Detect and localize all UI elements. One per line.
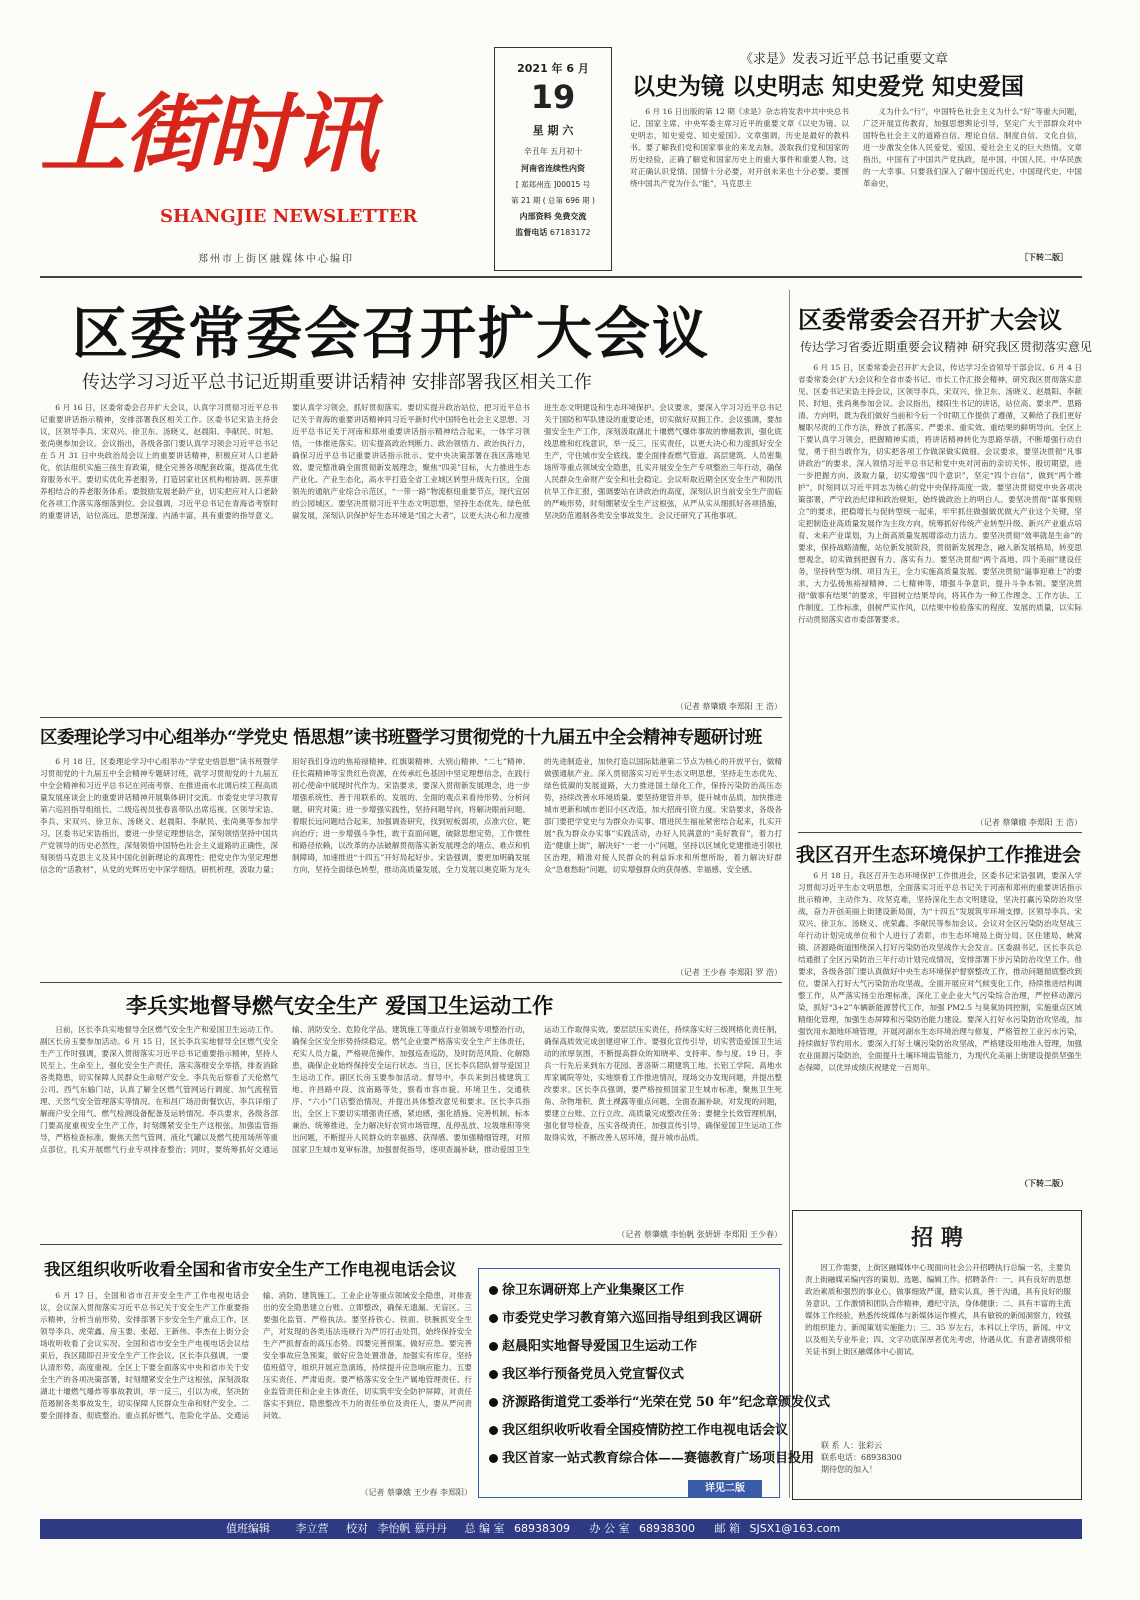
- right-story-subtitle: 传达学习省委近期重要会议精神 研究我区贯彻落实意见: [800, 340, 1092, 354]
- footer-office-label: 总 编 室: [464, 1522, 505, 1535]
- bullet-icon: [489, 1342, 498, 1351]
- tv-story-body: 6 月 17 日，全国和省市召开安全生产工作电视电话会议，会议深入贯彻落实习近平总书记关于安全生产工作重要指示精神，分析当前形势，安排部署下步安全生产重点工作。区领导李兵、虎荣鑫、房玉要、张超、王新伟、李杰在上街分会场收听收看了会议实况。全国和省市安全生产电视电话会议结束后，我区随即召开安全生产工作会议。区长李兵强调，一要认清形势、高度重视。全区上下要全面落实中央和省市关于安全生产的各项决策部署，时刻绷紧安全生产这根弦，深刻汲取湖北十堰燃气爆炸等事故教训，举一反三，引以为戒，坚决防范遏制各类事故发生，切实保障人民群众生命和财产安全。二要全面排查、彻底整治。重点抓好燃气、危险化学品、交通运输、消防、建筑施工、工业企业等重点领域安全隐患，对排查出的安全隐患建立台账、立即整改，确保无遗漏、无盲区。三要强化监管、严格执法。要坚持铁心、铁面、铁腕抓安全生产，对发现的各类违法违规行为严厉打击处罚，始终保持安全生产严抓督查的高压态势。四要完善预案、做好应急。要完善安全事故应急预案，做好应急处置准备，加强实有库存，坚持值班值守，组织开展应急演练，持续提升应急响应能力。五要压实责任、严肃追责。要严格落实安全生产属地管理责任、行业监管责任和企业主体责任，切实筑牢安全防护屏障，对责任落实不到位、隐患整改不力的责任单位及责任人，要从严问责问效。: [40, 1291, 472, 1420]
- date-weekday: 星 期 六: [532, 124, 574, 137]
- safety-rule: [40, 1244, 782, 1245]
- footer-bar: [40, 1519, 1082, 1539]
- tv-story-title: 我区组织收听收看全国和省市安全生产工作电视电话会议: [44, 1260, 457, 1279]
- masthead-english: SHANGJIE NEWSLETTER: [160, 206, 418, 227]
- safety-story-byline: （记者 蔡肇娥 李怡帆 张妍妍 李郑阳 王少春）: [617, 1230, 782, 1239]
- news-index-item-label: 徐卫东调研郑上产业集聚区工作: [502, 1283, 685, 1298]
- news-index-item-label: 我区首家一站式教育综合体——赛德教育广场项目投用: [502, 1451, 815, 1466]
- date-reg: [ 郑郑州连 ]00015 号: [515, 180, 591, 189]
- news-index-item[interactable]: [489, 1361, 779, 1389]
- date-phone: 监督电话 67183172: [515, 228, 591, 237]
- eco-story-more: （下转二版）: [1020, 1178, 1068, 1188]
- lead-rule: [40, 717, 782, 718]
- news-index-item[interactable]: [489, 1333, 779, 1361]
- top-story-kicker: 《求是》发表习近平总书记重要文章: [740, 52, 949, 67]
- footer-mail-label: 邮 箱: [714, 1522, 740, 1535]
- recruit-title: 招 聘: [911, 1225, 963, 1251]
- top-story-body: 6 月 16 日出版的第 12 期《求是》杂志将发表中共中央总书记、国家主席、中央军委主席习近平的重要文章《以史为镜、以史明志，知史爱党、知史爱国》。文章强调，历史是最好的教科书。要了解我们党和国家事业的来龙去脉，汲取我们党和国家的历史经验，正确了解党和国家历史上的重大事件和重要人物。这对正确认识党情、国情十分必要，对开创未来也十分必要。要围绕中国共产党为什么“能”，马克思主 义为什么“行”，中国特色社会主义为什么“好”等重大问题，广泛开展宣传教育，加强思想舆论引导，坚定广大干部群众对中国特色社会主义的道路自信、理论自信、制度自信、文化自信，进一步激发全体人民爱党、爱国、爱社会主义的巨大热情。文章指出，中国有了中国共产党执政，是中国、中国人民、中华民族的一大幸事。只要我们深入了解中国近代史、中国现代史、中国革命史，: [630, 107, 1082, 188]
- news-index-box: [478, 1268, 831, 1498]
- study-story-body: 6 月 18 日，区委理论学习中心组举办“学党史悟思想”读书班暨学习贯彻党的十九届五中全会精神专题研讨班，就学习贯彻党的十九届五中全会精神和习近平总书记在河南考察、在推进南水北调后续工程高质量发展座谈会上的重要讲话精神开展集体研讨交流。市委党史学习教育第六巡回指导组组长、二级巡视员张春喜带队出席巡视。区领导宋诰、李兵、宋双兴、徐卫东、汤晓义、赵晨阳、李献民、张尚奥等参加学习。区委书记宋诰指出，要进一步坚定理想信念，深刻领悟坚持中国共产党领导的历史必然性，深刻领悟中国特色社会主义道路的正确性，深刻领悟马克思主义及其中国化创新理论的真理性；把党史作为坚定理想信念的“活教材”，从党的光辉历史中深学细悟，研机析理，汲取力量；用好我们身边的焦裕禄精神、红旗渠精神、大别山精神、“二七”精神、任长霞精神等宝贵红色资源，在传承红色基因中坚定理想信念，在践行初心使命中展现时代作为。宋诰要求，要深入贯彻新发展理念，进一步增强系统性、善于用联系的、发展的、全面的观点来看待形势、分析问题、研究对策；进一步增强实践性，坚持问题导向，将解决眼前问题、着眼长远问题结合起来，加强调查研究，找到短板弱项，点准穴位、靶向治疗；进一步增强斗争性，敢于直面问题，破除思想定势，工作惯性和路径依赖，以改革的办法破解贯彻落实新发展理念的堵点、难点和机制障碍，加速推进“十四五”开好局起好步。宋诰强调，要更加明确发展方向，坚持全面绿色转型，推动高质量发展，全力发展以奥克斯为龙头的先进制造业，加快打造以国际陆港第二节点为核心的开放平台，做精做强通航产业。深入贯彻落实习近平生态文明思想，坚持走生态优先、绿色低碳的发展道路，大力推进国土绿化工作，保持污染防治高压态势，持续改善水环境质量。要坚持建管并举，提升城市品质，加快推进城市更新和城市老旧小区改造，加大招商引资力度。宋诰要求，各级各部门要把学党史与为群众办实事、增进民生福祉紧密结合起来，扎实开展“我为群众办实事”实践活动，办好人民满意的“美好教育”，着力打造“健康上街”，解决好“一老一小”问题，坚持以区域化党建推进引领社区治理，精准对接人民群众的利益诉求和所想所盼，着力解决好群众“急难愁盼”问题，切实增强群众的获得感、幸福感、安全感。: [40, 757, 782, 874]
- safety-story-body: 日前，区长李兵实地督导全区燃气安全生产和爱国卫生运动工作。副区长房玉要参加活动。6 月 15 日，区长李兵实地督导全区燃气安全生产工作时强调，要深入贯彻落实习近平总书记重要指示精神，坚持人民至上、生命至上，强化安全生产责任，落实落细安全举措，排查消除各类隐患，切实保障人民群众生命财产安全。李兵先后察看了天伦燃气公司、西气东输门站，认真了解全区燃气管网运行调度、加气流程管理、天然气安全管理落实等情况。在和昌广场沿街餐饮店，李兵详细了解商户安全用气、燃气检测设备配备及运转情况。李兵要求，各级各部门要高度重视安全生产工作，时刻绷紧安全生产这根弦，加强监管指导，严格检查标准，聚焦天然气管网、液化气罐以及燃气使用场所等重点部位，扎实开展燃气行业专项排查整治；同时，要统筹抓好交通运输、消防安全、危险化学品、建筑施工等重点行业领域专项整治行动，确保全区安全形势持续稳定。燃气企业要严格落实安全生产主体责任，充实人员力量，严格规范操作，加强巡查巡防，及时防范风险、化解隐患，确保企业始终保持安全运行状态。当日，区长李兵陪队督导爱国卫生运动工作。副区长房玉要参加活动。督导中，李兵来到吕楼建筑工地、许昌路中段、汝南路等处，察看市容市貌、环境卫生、交通秩序、“六小”门店整治情况，并提出具体整改意见和要求。区长李兵指出，全区上下要切实增强责任感，紧迫感，强化措施、完善机制、标本兼治、统筹推进，全力解决好农贸市场管理、乱停乱放、垃圾堆积等突出问题，不断提升人民群众的幸福感、获得感。要加强精细管理，对照国家卫生城市复审标准，加强督促指导，逐项查漏补缺，推动爱国卫生运动工作取得实效。要层层压实责任，持续落实好三级网格化责任制，确保高质效完成创建迎审工作。要强化宣传引导，切实营造爱国卫生运动的浓厚氛围，不断提高群众的知晓率、支持率、参与度。19 日，李兵一行先后来到东方花园、普洛斯二期建筑工地、长铝工学院、高地水库家属院等处，实地察看工作推进情况，现场交办发现问题，并提出整改要求。区长李兵强调，要严格按照国家卫生城市标准，聚焦卫生死角、杂物堆积、黄土裸露等重点问题，全面查漏补缺，对发现的问题，要建立台账、立行立改、高质量完成整改任务；要健全长效管理机制，强化督导检查，压实各级责任，加强宣传引导，确保爱国卫生运动工作取得实效，不断改善人居环境，提升城市品质。: [40, 1025, 782, 1154]
- bullet-icon: [489, 1398, 498, 1407]
- publisher-line: 郑州市上街区融媒体中心编印: [198, 254, 354, 265]
- footer-mail[interactable]: SJSX1@163.com: [749, 1522, 841, 1535]
- bullet-icon: [489, 1370, 498, 1379]
- masthead-logo: 上街时讯: [40, 84, 376, 185]
- recruit-body: 因工作需要，上街区融媒体中心现面向社会公开招聘执行总编一名，主要负责上街融媒采编内容的策划、选题、编辑工作。招聘条件：一、具有良好的思想政治素质和强烈的事业心，做事细致严谨，踏实认真，善于沟通，具有良好的服务意识、工作激情和团队合作精神，遵纪守法，身体健康；二、具有丰富的主流媒体工作经验，熟悉传统媒体与新媒体运作模式，具有敏锐的新闻洞察力，较强的组织能力、新闻策划实施能力；三、35 岁左右，本科以上学历，新闻、中文以及相关专业毕业；四、文字功底深厚者优先考虑，待遇从优。有意者请携带相关证书到上街区融媒体中心面试。: [805, 1263, 1071, 1356]
- footer-duty-editor: 李立营: [295, 1522, 329, 1535]
- date-box: [494, 47, 612, 271]
- bullet-icon: [489, 1314, 498, 1323]
- date-day: 19: [530, 78, 576, 116]
- date-lunar: 辛丑年 五月初十: [523, 147, 583, 156]
- right-story-body: 6 月 15 日，区委常委会召开扩大会议，传达学习全省领导干部会议、6 月 4 日省委常委会(扩大)会议和全省市委书记、市长工作汇报会精神，研究我区贯彻落实意见。区委书记宋诰主持会议，区领导李兵、宋双兴、徐卫东、汤晓义、赵晨阳、李献民、时旭、张尚奥参加会议。会议指出，楼阳生书记的讲话，站位高、要求严、思路清、方向明，既为我们做好当前和今后一个时期工作提供了遵循，又赖给了我们更好履职尽责的工作方法，释放了抓落实、严要求、重实效、重结果的鲜明导向。全区上下要认真学习领会，把握精神实质，将讲话精神转化为思路举措，不断增强行动自觉，勇于担当敢作为，切实把各项工作做深做实做细。会议要求，要坚决贯彻“凡事讲政治”的要求，深入领悟习近平总书记和党中央对河南的亲切关怀、殷切期望，进一步把握方向、汲取力量，切实增强“四个意识”，坚定“四个自信”，做到“两个维护”，时刻同以习近平同志为核心的党中央保持高度一致。要坚决贯彻党中央各项决策部署，严守政治纪律和政治规矩，始终做政治上的明白人。要坚决贯彻“谋事预则立”的要求，把稳增长与促转型统一起来，牢牢抓住做强做优做大产业这个关键，坚定把制造业高质量发展作为主攻方向，统筹抓好传统产业转型升级、新兴产业重点培育、未来产业谋划，为上街高质量发展增添动力活力。要坚决贯彻“效率就是生命”的要求，保持战略清醒，站位新发展阶段，贯彻新发展理念，融入新发展格局，转变思想观念，切实做到把握有力、落实有力。要坚决贯彻“两个高地、四个美丽”建设任务，坚持转型为纲、项目为王，全力实施高质量发展。要坚决贯彻“逼事迎难上”的要求，大力弘扬焦裕禄精神、二七精神等，增强斗争意识，提升斗争本领。要坚决贯彻“做事有结果”的要求，牢固树立结果导向，将其作为一种工作理念、工作方法、工作制度、工作标准，倡树严实作风，以结果中检验落实的程度、发展的质量，以实际行动贯彻落实省市委部署要求。: [798, 363, 1082, 624]
- news-index-item-label: 市委党史学习教育第六巡回指导组到我区调研: [502, 1311, 763, 1326]
- lead-story-title: 区委常委会召开扩大会议: [72, 302, 710, 367]
- date-license: 河南省连续性内资: [521, 164, 585, 173]
- date-exchange: 内部资料 免费交流: [519, 212, 587, 221]
- top-story-more: ［下转二版］: [1020, 252, 1068, 262]
- study-rule: [40, 982, 782, 983]
- study-story-byline: （记者 王少春 李郑阳 罗 浩）: [675, 968, 782, 977]
- right-story-byline: （记者 蔡肇娥 李郑阳 王 浩）: [975, 818, 1082, 827]
- masthead-rule: [40, 276, 1082, 278]
- news-index-item-label: 赵晨阳实地督导爱国卫生运动工作: [502, 1339, 698, 1354]
- news-index-item[interactable]: [489, 1277, 779, 1305]
- news-index-item[interactable]: [489, 1445, 815, 1473]
- news-index-item[interactable]: [489, 1389, 831, 1417]
- footer-admin-label: 办 公 室: [589, 1522, 630, 1535]
- column-divider: [789, 290, 790, 1498]
- lead-story-byline: （记者 蔡肇娥 李郑阳 王 浩）: [675, 702, 782, 711]
- footer-admin-phone: 68938300: [639, 1522, 695, 1535]
- footer-duty-editor-label: 值班编辑: [226, 1522, 270, 1535]
- news-index-list: [489, 1277, 831, 1473]
- study-story-title: 区委理论学习中心组举办“学党史 悟思想”读书班暨学习贯彻党的十九届五中全会精神专题研讨班: [40, 728, 762, 748]
- footer-office-phone: 68938309: [514, 1522, 570, 1535]
- top-story-title: 以史为镜 以史明志 知史爱党 知史爱国: [632, 73, 1025, 100]
- lead-story-subtitle: 传达学习习近平总书记近期重要讲话精神 安排部署我区相关工作: [82, 372, 592, 393]
- eco-story-title: 我区召开生态环境保护工作推进会: [796, 844, 1082, 866]
- footer-proof-label: 校对: [346, 1522, 368, 1535]
- news-index-item-label: 我区组织收听收看全国疫情防控工作电视电话会议: [502, 1423, 789, 1438]
- right-rule-1: [798, 832, 1082, 833]
- bullet-icon: [489, 1454, 498, 1463]
- recruit-contact: 联 系 人：张彩云 联系电话：68938300 期待您的加入！: [821, 1441, 902, 1474]
- news-index-item-label: 我区举行预备党员入党宣誓仪式: [502, 1367, 685, 1382]
- date-issue: 第 21 期 ( 总第 696 期 ): [511, 196, 595, 205]
- news-index-item[interactable]: [489, 1305, 779, 1333]
- news-index-more[interactable]: 详见二版: [688, 1480, 762, 1498]
- bullet-icon: [489, 1426, 498, 1435]
- bullet-icon: [489, 1286, 498, 1295]
- footer-proof: 李怡帆 慕丹丹: [377, 1522, 447, 1535]
- recruit-box: [792, 1210, 1082, 1500]
- safety-story-title: 李兵实地督导燃气安全生产 爱国卫生运动工作: [126, 993, 554, 1018]
- news-index-item-label: 济源路街道党工委举行“光荣在党 50 年”纪念章颁发仪式: [502, 1395, 831, 1410]
- eco-story-body: 6 月 18 日，我区召开生态环境保护工作推进会，区委书记宋诰强调，要深入学习贯彻习近平生态文明思想，全面落实习近平总书记关于河南和郑州的重要讲话指示批示精神，主动作为、攻坚克难，坚持深化生态文明建设，坚决打赢污染防治攻坚战，奋力开创美丽上街建设新局面，为“十四五”发展筑牢环境支撑。区领导李兵、宋双兴、徐卫东、汤晓义、虎荣鑫、李献民等参加会议。会议对全区污染防治攻坚战三年行动计划完成单位和个人进行了表彰，市生态环境局上街分局、区住建局、峡窝镇、济源路街道围绕深入打好污染防治攻坚战作大会发言。区委副书记、区长李兵总结通报了全区污染防治三年行动计划完成情况，安排部署下步污染防治攻坚工作。他要求，各级各部门要认真做好中央生态环境保护督察整改工作，推动问题彻底整改到位。要深入打好大气污染防治攻坚战，全面开展应对气候变化工作，持续推进结构调整工作，从严落实扬尘治理标准，深化工业企业大气污染综合治理，严控移动源污染，抓好“3+2”车辆新能源替代工作，加强 PM2.5 与臭氧协同控制，实施重点区域精细化管理，加强生态屏障和污染防治能力建设。要深入打好水污染防治攻坚战，加强饮用水源地环境管理，开展河湖水生态环境治理与修复，严格管控工业污水污染，持续做好节约用水。要深入打好土壤污染防治攻坚战，严格建设用地准入管理，加强农业面源污染防治，全面提升土壤环境监管能力，为现代化美丽上街建设提供坚强生态保障，以优异成绩庆祝建党一百周年。: [798, 871, 1082, 1072]
- tv-story-byline: （记者 蔡肇娥 王少春 李郑阳）: [360, 1488, 472, 1497]
- date-year-month: 2021 年 6 月: [517, 62, 589, 75]
- lead-story-body: 6 月 16 日，区委常委会召开扩大会议，认真学习贯彻习近平总书记重要讲话指示精神，安排部署我区相关工作。区委书记宋诰主持会议，区领导李兵、宋双兴、徐卫东、汤晓义、赵晨阳、李献民、时旭、张尚奥参加会议。会议指出，各级各部门要认真学习领会习近平总书记在 5 月 31 日中央政治局会议上的重要讲话精神，积极应对人口老龄化，依法组织实施三孩生育政策，健全完善各项配套政策，提高优生优育服务水平。要切实优化养老服务，打造居家社区机构相协调、医养康养相结合的养老服务体系。要鼓励发展老龄产业，切实把应对人口老龄化各项工作落实落细落到位。会议强调，习近平总书记在青海省考察时的重要讲话，站位高远、思想深邃、内涵丰富，具有重要的指导意义。要认真学习领会，抓好贯彻落实。要切实提升政治站位，把习近平总书记关于青海的重要讲话精神同习近平新时代中国特色社会主义思想、习近平总书记关于河南和郑州重要讲话指示精神结合起来，一体学习领悟，一体推进落实。切实提高政治判断力、政治领悟力、政治执行力，确保习近平总书记重要讲话指示批示、党中央决策部署在我区落地见效。要完整准确全面贯彻新发展理念，聚焦“四美”目标，大力推进生态产业化、产业生态化，高水平打造全省工业城区转型升级先行区，全面领先的通航产业综合示范区，“一带一路”物流枢纽重要节点，现代宜居的公园城区。要坚决贯彻习近平生态文明思想，坚持生态优先、绿色低碳发展，深刻认识保护好生态环境是“国之大者”，以更大决心和力度推进生态文明建设和生态环境保护。会议要求，要深入学习习近平总书记关于国防和军队建设的重要论述，切实做好双拥工作。会议强调，要加强安全生产工作，深刻汲取湖北十堰燃气爆炸事故的惨痛教训，强化底线思维和红线意识，举一反三，压实责任，以更大决心和力度抓好安全生产，守住城市安全底线。要全面排查燃气管道、高层建筑、人员密集场所等重点领域安全隐患，扎实开展安全生产专项整治三年行动，确保人民群众生命财产安全和社会稳定。会议听取近期全区安全生产和防汛抗旱工作汇报，强调要站在讲政治的高度，深刻认识当前安全生产面临的严峻形势，时刻绷紧安全生产这根弦，从严从实从细抓好各项措施，坚决防范遏制各类安全事故发生。会议还研究了其他事项。: [40, 403, 782, 520]
- news-index-item[interactable]: [489, 1417, 789, 1445]
- right-story-title: 区委常委会召开扩大会议: [798, 305, 1062, 334]
